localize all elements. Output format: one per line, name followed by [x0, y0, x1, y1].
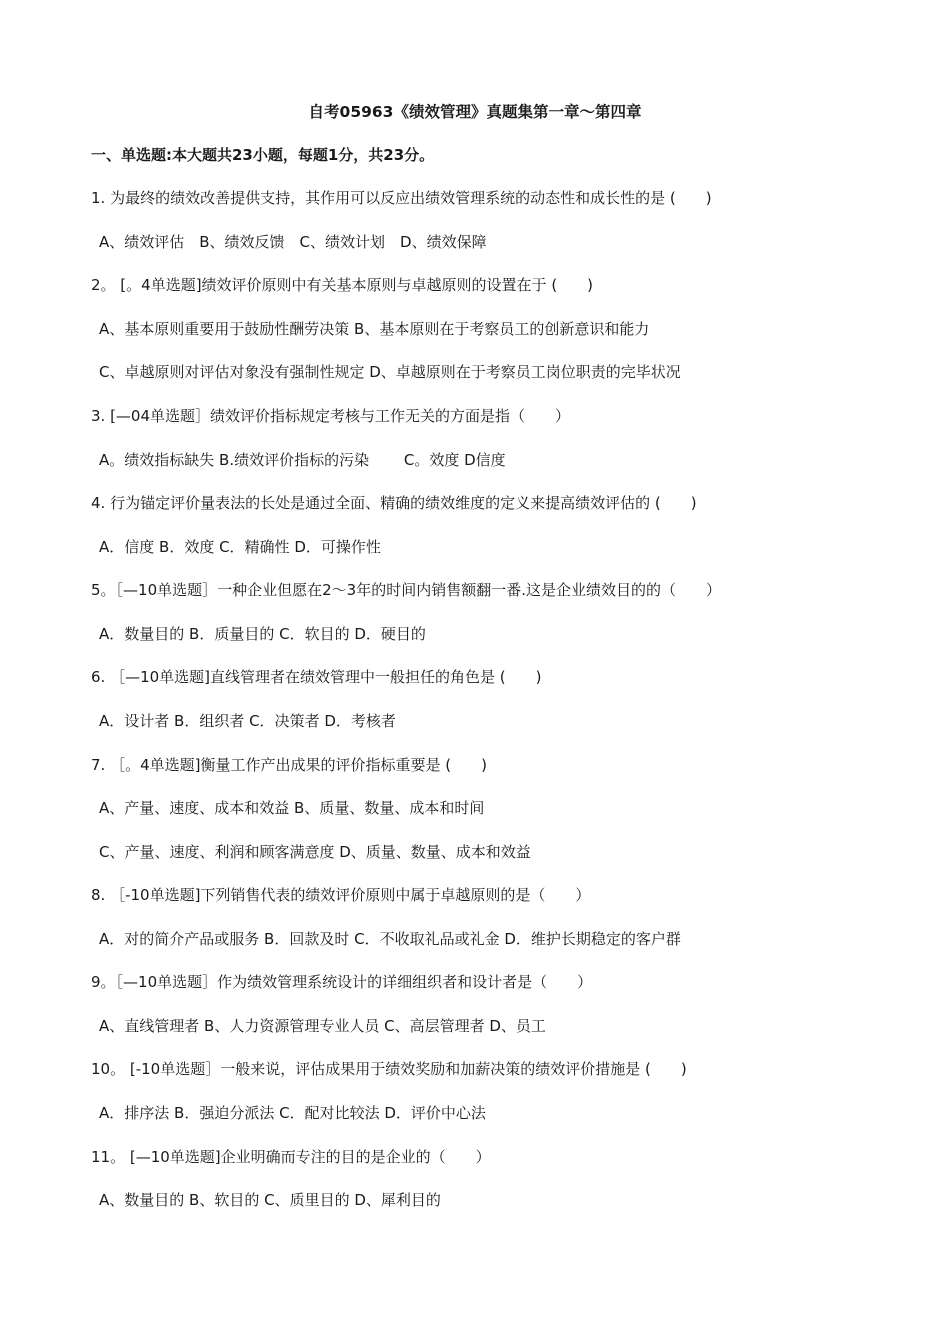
question-text: 7. ［。4单选题]衡量工作产出成果的评价指标重要是 ( )	[91, 756, 487, 774]
question-text: 6. ［—10单选题]直线管理者在绩效管理中一般担任的角色是 ( )	[91, 668, 542, 686]
answer-options: A．排序法 B．强迫分派法 C．配对比较法 D．评价中心法	[99, 1104, 486, 1122]
answer-options: A．数量目的 B．质量目的 C．软目的 D．硬目的	[99, 625, 426, 643]
answer-options: A、绩效评估 B、绩效反馈 C、绩效计划 D、绩效保障	[99, 233, 487, 251]
question-text: 8. ［-10单选题]下列销售代表的绩效评价原则中属于卓越原则的是（ ）	[91, 886, 591, 904]
answer-options: A．信度 B．效度 C．精确性 D．可操作性	[99, 538, 381, 556]
question-text: 2。 [。4单选题]绩效评价原则中有关基本原则与卓越原则的设置在于 ( )	[91, 276, 594, 294]
answer-options: C、卓越原则对评估对象没有强制性规定 D、卓越原则在于考察员工岗位职责的完毕状况	[99, 363, 681, 381]
question-text: 4. 行为锚定评价量表法的长处是通过全面、精确的绩效维度的定义来提高绩效评估的 ( )	[91, 494, 697, 512]
question-text: 9。［—10单选题］作为绩效管理系统设计的详细组织者和设计者是（ ）	[91, 973, 593, 991]
document-title: 自考05963《绩效管理》真题集第一章～第四章	[308, 103, 642, 121]
question-text: 1. 为最终的绩效改善提供支持，其作用可以反应出绩效管理系统的动态性和成长性的是 ( )	[91, 189, 712, 207]
answer-options: A．设计者 B．组织者 C．决策者 D．考核者	[99, 712, 396, 730]
question-text: 5。［—10单选题］一种企业但愿在2～3年的时间内销售额翻一番.这是企业绩效目的的（ ）	[91, 581, 721, 599]
question-text: 10。 [-10单选题］一般来说，评估成果用于绩效奖励和加薪决策的绩效评价措施是 ( )	[91, 1060, 687, 1078]
question-text: 11。 [—10单选题]企业明确而专注的目的是企业的（ ）	[91, 1148, 491, 1166]
answer-options: A、直线管理者 B、人力资源管理专业人员 C、高层管理者 D、员工	[99, 1017, 546, 1035]
answer-options: A、基本原则重要用于鼓励性酬劳决策 B、基本原则在于考察员工的创新意识和能力	[99, 320, 650, 338]
answer-options: A、产量、速度、成本和效益 B、质量、数量、成本和时间	[99, 799, 485, 817]
answer-options: A．对的简介产品或服务 B．回款及时 C．不收取礼品或礼金 D．维护长期稳定的客户群	[99, 930, 681, 948]
section-heading: 一、单选题:本大题共23小题，每题1分，共23分。	[91, 146, 435, 164]
answer-options: A、数量目的 B、软目的 C、质里目的 D、犀利目的	[99, 1191, 441, 1209]
answer-options: A。绩效指标缺失 B.绩效评价指标的污染 C。效度 D信度	[99, 451, 506, 469]
answer-options: C、产量、速度、利润和顾客满意度 D、质量、数量、成本和效益	[99, 843, 531, 861]
question-text: 3. [—04单选题］绩效评价指标规定考核与工作无关的方面是指（ ）	[91, 407, 571, 425]
